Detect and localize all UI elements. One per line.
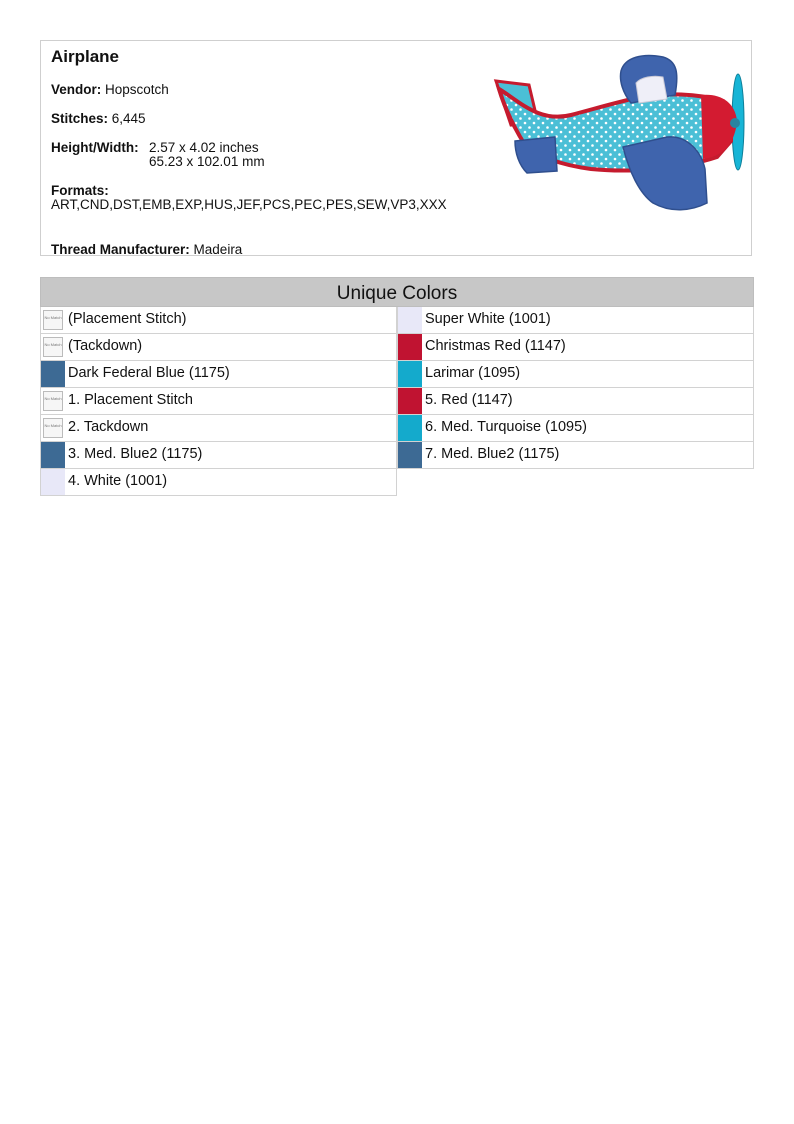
color-label: Super White (1001) <box>425 311 551 327</box>
color-label: 5. Red (1147) <box>425 392 513 408</box>
color-label: 7. Med. Blue2 (1175) <box>425 446 560 462</box>
vendor-row <box>51 82 169 97</box>
stitches-value: 6,445 <box>111 111 146 126</box>
color-label: (Placement Stitch) <box>68 311 187 327</box>
color-row <box>397 307 754 334</box>
color-label: 4. White (1001) <box>68 473 168 489</box>
vendor-value: Hopscotch <box>105 82 169 97</box>
color-row <box>40 388 397 415</box>
no-match-icon: No Match <box>43 337 63 357</box>
colors-left-column <box>40 307 397 496</box>
colors-right-column <box>397 307 754 469</box>
height-width-mm: 65.23 x 102.01 mm <box>149 154 265 169</box>
color-swatch <box>41 361 65 387</box>
height-width-row <box>51 140 351 170</box>
color-label: Christmas Red (1147) <box>425 338 566 354</box>
airplane-image <box>491 53 749 213</box>
thread-value: Madeira <box>193 242 243 257</box>
no-match-icon: No Match <box>43 310 63 330</box>
design-title: Airplane <box>51 47 120 66</box>
color-label: (Tackdown) <box>68 338 143 354</box>
unique-colors-table <box>40 277 754 489</box>
height-width-inches: 2.57 x 4.02 inches <box>149 140 259 155</box>
color-row <box>397 442 754 469</box>
no-match-icon: No Match <box>43 418 63 438</box>
color-row <box>397 334 754 361</box>
color-label: 3. Med. Blue2 (1175) <box>68 446 203 462</box>
color-swatch <box>398 442 422 468</box>
design-info-card <box>40 40 752 256</box>
color-row <box>397 388 754 415</box>
height-width-label: Height/Width: <box>51 140 139 155</box>
color-swatch <box>398 307 422 333</box>
color-row <box>40 442 397 469</box>
color-swatch <box>398 361 422 387</box>
formats-value: ART,CND,DST,EMB,EXP,HUS,JEF,PCS,PEC,PES,SEW,VP3,XXX <box>51 197 447 212</box>
no-match-icon: No Match <box>43 391 63 411</box>
color-row <box>40 469 397 496</box>
formats-row <box>51 183 491 228</box>
thread-row <box>51 242 242 257</box>
color-swatch <box>398 334 422 360</box>
color-row <box>40 307 397 334</box>
color-label: Dark Federal Blue (1175) <box>68 365 230 381</box>
color-row <box>397 361 754 388</box>
color-label: Larimar (1095) <box>425 365 521 381</box>
formats-label: Formats: <box>51 183 109 198</box>
color-row <box>40 361 397 388</box>
unique-colors-header: Unique Colors <box>40 277 754 307</box>
color-row <box>397 415 754 442</box>
thread-label: Thread Manufacturer: <box>51 242 190 257</box>
color-swatch <box>41 469 65 495</box>
color-label: 2. Tackdown <box>68 419 149 435</box>
color-row <box>40 334 397 361</box>
color-row <box>40 415 397 442</box>
color-label: 6. Med. Turquoise (1095) <box>425 419 588 435</box>
stitches-label: Stitches: <box>51 111 109 126</box>
color-swatch <box>41 442 65 468</box>
color-swatch <box>398 415 422 441</box>
stitches-row <box>51 111 146 126</box>
vendor-label: Vendor: <box>51 82 102 97</box>
color-swatch <box>398 388 422 414</box>
color-label: 1. Placement Stitch <box>68 392 193 408</box>
